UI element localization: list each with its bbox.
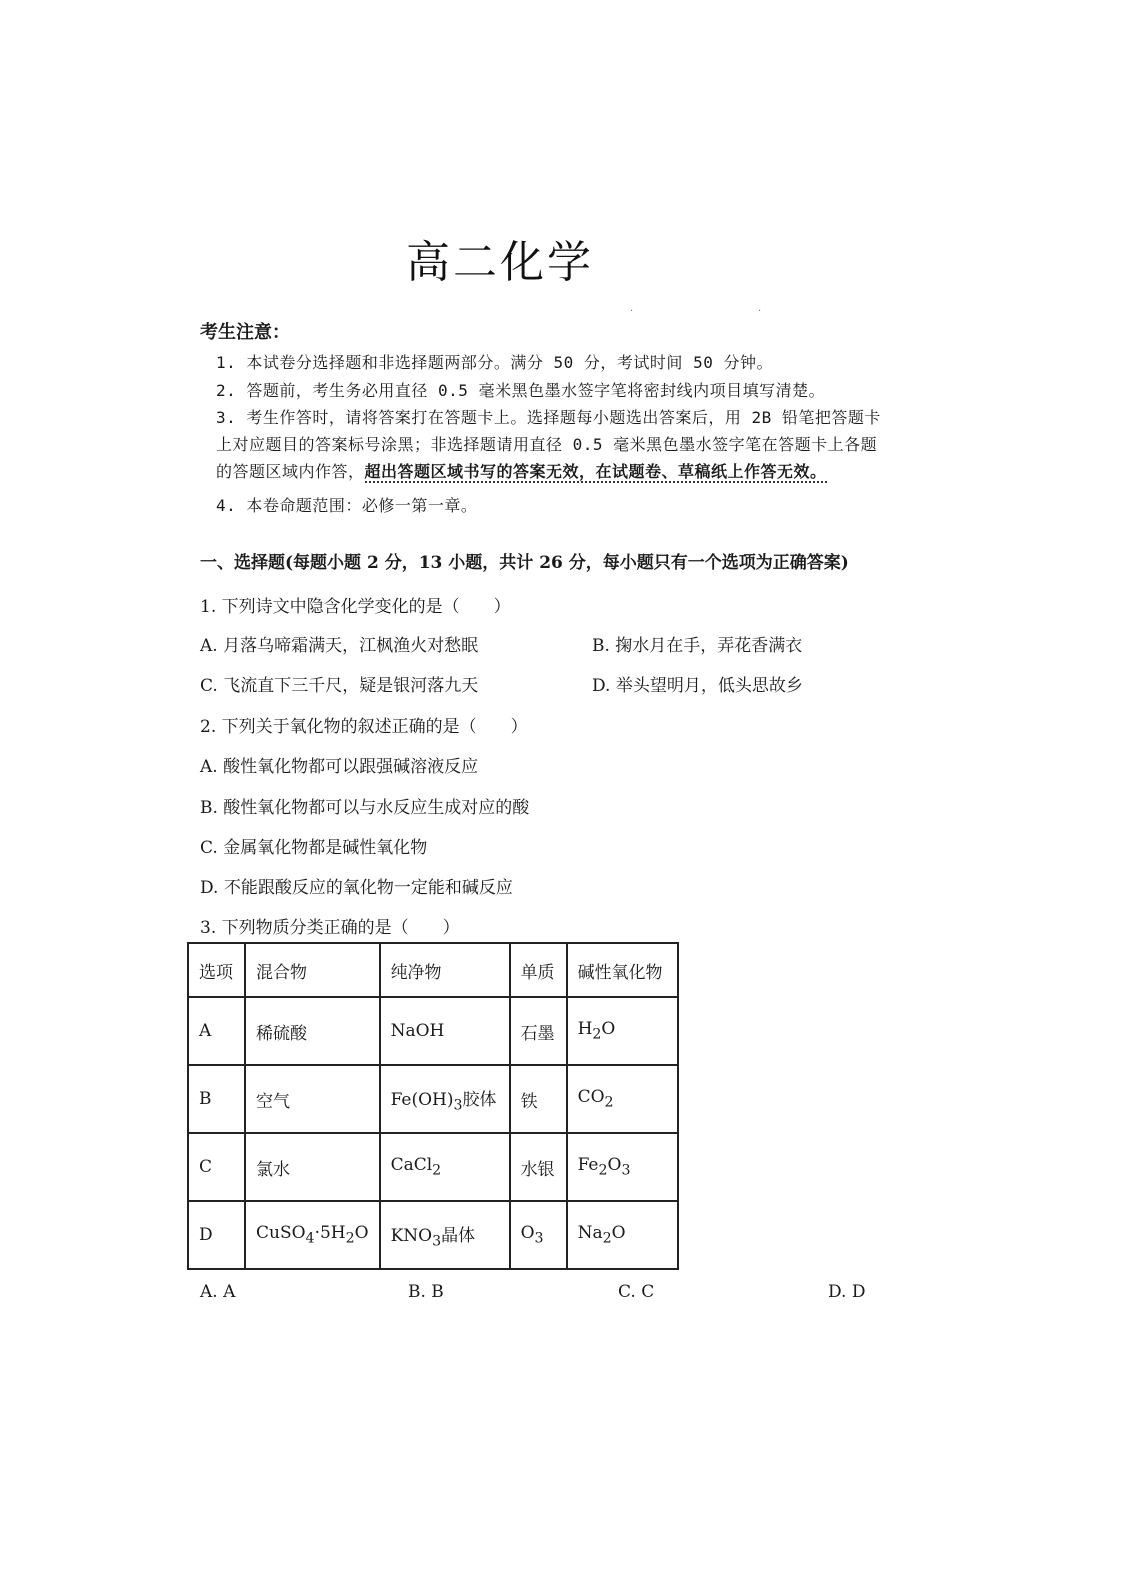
table-header: 碱性氧化物 — [567, 943, 678, 997]
q3-choice-d: D. D — [828, 1282, 866, 1302]
row-element: 铁 — [510, 1065, 567, 1133]
notice-emphasis: 超出答题区域书写的答案无效，在试题卷、草稿纸上作答无效。 — [364, 462, 827, 481]
row-pure: NaOH — [380, 997, 510, 1065]
q1-stem: 1. 下列诗文中隐含化学变化的是（ ） — [200, 597, 511, 617]
table-row — [188, 1201, 678, 1269]
row-basic-oxide: $CO_2$ — [567, 1065, 678, 1133]
table-header-row — [188, 943, 678, 997]
notice-item-2: 2. 答题前，考生务必用直径 0.5 毫米黑色墨水签字笔将密封线内项目填写清楚。 — [216, 381, 826, 400]
q2-option-d: D. 不能跟酸反应的氧化物一定能和碱反应 — [200, 878, 513, 898]
row-mixture: 氯水 — [245, 1133, 380, 1201]
row-element: $O_3$ — [510, 1201, 567, 1269]
q1-option-c: C. 飞流直下三千尺，疑是银河落九天 — [200, 676, 479, 696]
row-element: 石墨 — [510, 997, 567, 1065]
row-pure: $KNO_3$晶体 — [380, 1201, 510, 1269]
q3-choice-b: B. B — [408, 1282, 444, 1302]
table-header: 选项 — [188, 943, 245, 997]
q2-option-c: C. 金属氧化物都是碱性氧化物 — [200, 838, 428, 858]
table-row — [188, 1133, 678, 1201]
q3-stem: 3. 下列物质分类正确的是（ ） — [200, 918, 460, 938]
row-basic-oxide: $Fe_2O_3$ — [567, 1133, 678, 1201]
row-pure: $Fe(OH)_3$胶体 — [380, 1065, 510, 1133]
row-option: A — [188, 997, 245, 1065]
classification-table — [187, 942, 679, 1270]
row-basic-oxide: $Na_2O$ — [567, 1201, 678, 1269]
q2-option-a: A. 酸性氧化物都可以跟强碱溶液反应 — [200, 757, 479, 777]
notice-heading: 考生注意： — [200, 322, 290, 343]
notice-item-3: 3. 考生作答时，请将答案打在答题卡上。选择题每小题选出答案后，用 2B 铅笔把答题卡 — [216, 408, 881, 427]
page-title: 高二化学 — [406, 237, 594, 288]
row-basic-oxide: $H_2O$ — [567, 997, 678, 1065]
q2-stem: 2. 下列关于氧化物的叙述正确的是（ ） — [200, 717, 528, 737]
row-mixture: 稀硫酸 — [245, 997, 380, 1065]
q1-option-b: B. 掬水月在手，弄花香满衣 — [592, 636, 803, 656]
notice-item-3-line2: 上对应题目的答案标号涂黑；非选择题请用直径 0.5 毫米黑色墨水签字笔在答题卡上各题 — [216, 435, 878, 454]
row-mixture: $CuSO_4\cdot 5H_2O$ — [245, 1201, 380, 1269]
q2-option-b: B. 酸性氧化物都可以与水反应生成对应的酸 — [200, 798, 530, 818]
row-element: 水银 — [510, 1133, 567, 1201]
row-option: B — [188, 1065, 245, 1133]
section-heading: 一、选择题(每题小题 2 分，13 小题，共计 26 分，每小题只有一个选项为正确答案) — [200, 553, 849, 573]
row-option: C — [188, 1133, 245, 1201]
row-mixture: 空气 — [245, 1065, 380, 1133]
row-pure: CaCl$_2$ — [380, 1133, 510, 1201]
q1-option-d: D. 举头望明月，低头思故乡 — [592, 676, 803, 696]
table-header: 单质 — [510, 943, 567, 997]
row-option: D — [188, 1201, 245, 1269]
q3-choice-c: C. C — [618, 1282, 655, 1302]
notice-item-1: 1. 本试卷分选择题和非选择题两部分。满分 50 分，考试时间 50 分钟。 — [216, 353, 773, 372]
table-header: 混合物 — [245, 943, 380, 997]
scan-dot: · — [758, 306, 762, 317]
notice-item-4: 4. 本卷命题范围：必修一第一章。 — [216, 496, 478, 515]
scan-dot: · — [630, 306, 634, 317]
table-row — [188, 997, 678, 1065]
q1-option-a: A. 月落乌啼霜满天，江枫渔火对愁眠 — [200, 636, 479, 656]
notice-item-3-line3 — [216, 459, 827, 482]
table-header: 纯净物 — [380, 943, 510, 997]
notice-text: 的答题区域内作答， — [216, 462, 365, 481]
table-row — [188, 1065, 678, 1133]
q3-choice-a: A. A — [200, 1282, 236, 1302]
